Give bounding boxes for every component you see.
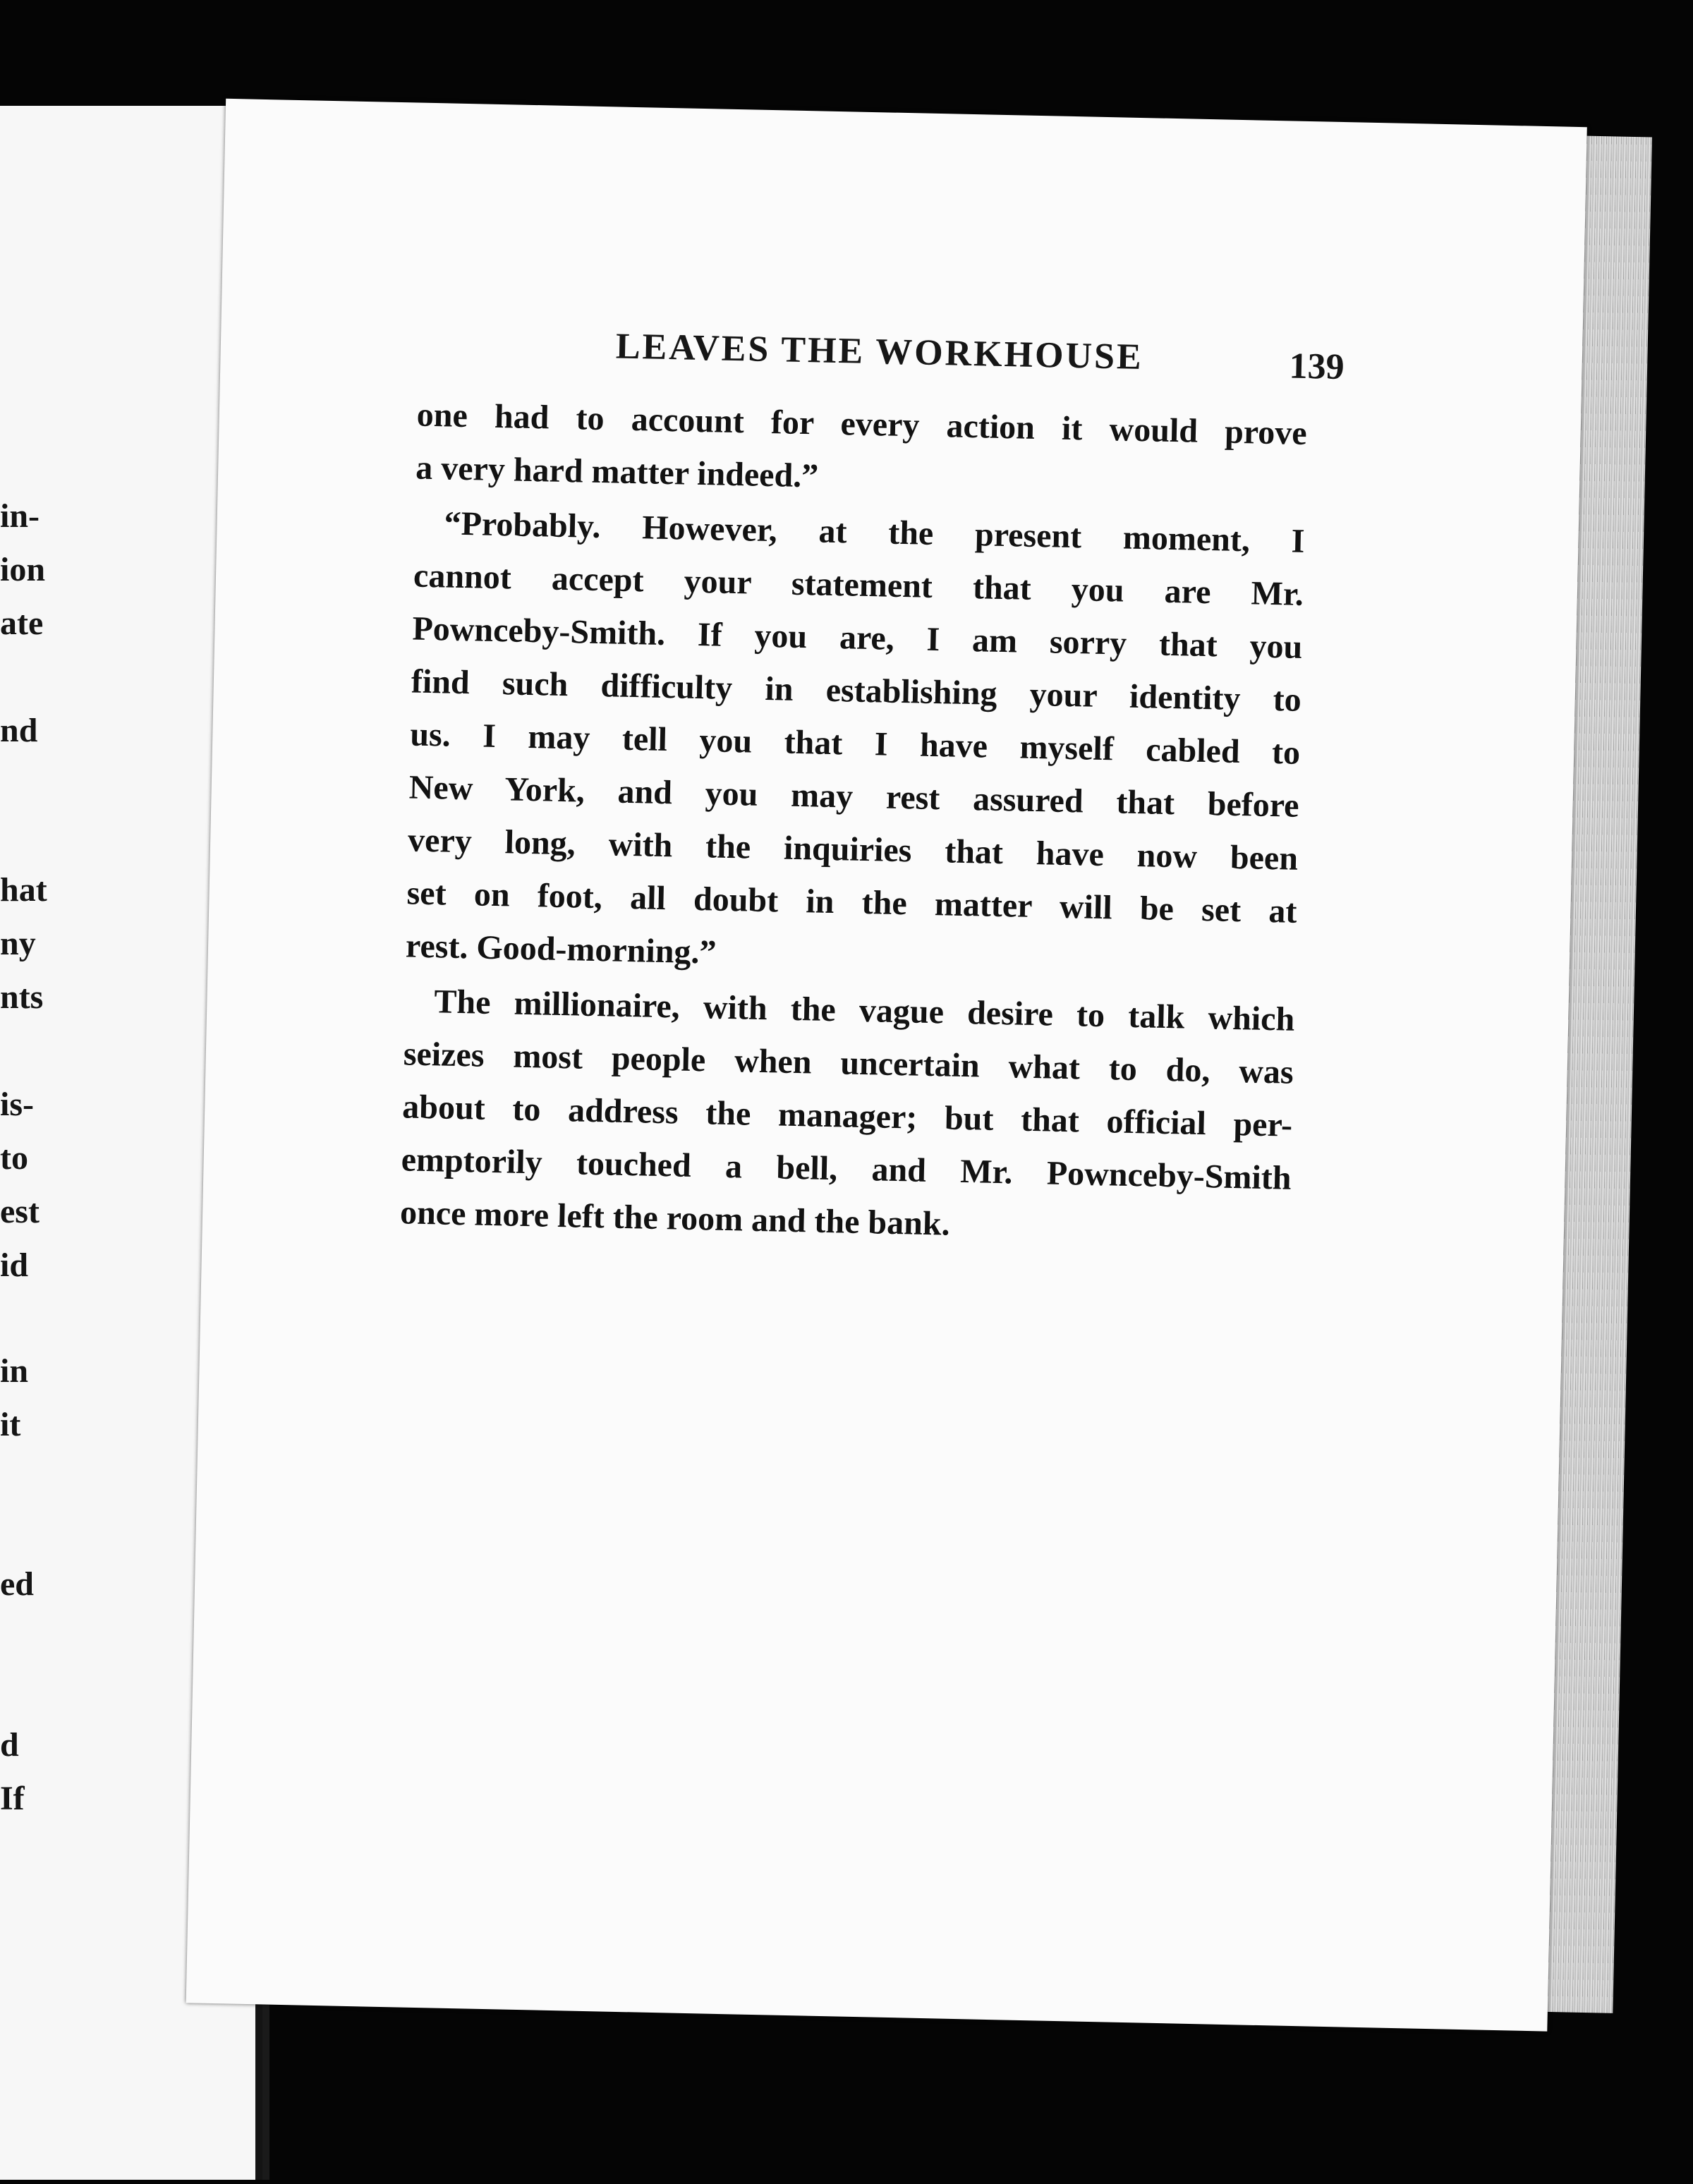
text-line: a very hard matter indeed.”: [415, 449, 819, 495]
text-line: emptorily touched a bell, and Mr. Pownceby-Smith: [401, 1141, 1292, 1197]
previous-page-fragment: d: [0, 1726, 19, 1764]
text-line: very long, with the inquiries that have now been: [407, 821, 1299, 878]
previous-page-fragment: to: [0, 1139, 28, 1177]
previous-page-fragment: ate: [0, 605, 44, 642]
previous-page-fragment: hat: [0, 871, 47, 909]
previous-page-fragment: id: [0, 1246, 29, 1284]
previous-page-fragment: in: [0, 1352, 29, 1390]
text-line: seizes most people when uncertain what to do, was: [403, 1035, 1294, 1091]
previous-page-fragment: is-: [0, 1086, 34, 1123]
body-text: [399, 389, 1307, 1260]
paragraph: [405, 497, 1305, 991]
text-line: find such difficulty in establishing your identity to: [411, 662, 1302, 719]
text-line: The millionaire, with the vague desire to talk which: [433, 983, 1295, 1038]
previous-page-fragment: ed: [0, 1565, 34, 1603]
previous-page-fragment: nd: [0, 712, 38, 749]
text-line: once more left the room and the bank.: [399, 1194, 951, 1243]
previous-page-fragment: in-: [0, 497, 40, 535]
text-line: “Probably. However, at the present moment, I: [444, 504, 1305, 560]
text-line: us. I may tell you that I have myself cabled to: [409, 715, 1301, 772]
page-number: 139: [1289, 346, 1345, 388]
previous-page-fragment: ion: [0, 551, 46, 588]
text-line: Pownceby-Smith. If you are, I am sorry that you: [411, 609, 1303, 666]
paragraph: [399, 974, 1295, 1257]
previous-page-fragment: it: [0, 1406, 21, 1443]
text-line: cannot accept your statement that you are Mr.: [413, 557, 1304, 613]
current-page: [186, 99, 1587, 2032]
paragraph: [415, 389, 1308, 513]
text-line: rest. Good-morning.”: [405, 927, 717, 971]
previous-page-fragment: est: [0, 1193, 40, 1230]
text-line: New York, and you may rest assured that before: [408, 768, 1300, 825]
previous-page-fragment: nts: [0, 978, 44, 1016]
text-line: one had to account for every action it would prove: [416, 396, 1308, 452]
previous-page-fragment: If: [0, 1780, 25, 1817]
text-line: set on foot, all doubt in the matter will be set at: [406, 874, 1297, 930]
running-head: LEAVES THE WORKHOUSE: [615, 326, 1144, 378]
text-line: about to address the manager; but that official per-: [401, 1088, 1293, 1144]
previous-page-fragment: ny: [0, 925, 36, 962]
